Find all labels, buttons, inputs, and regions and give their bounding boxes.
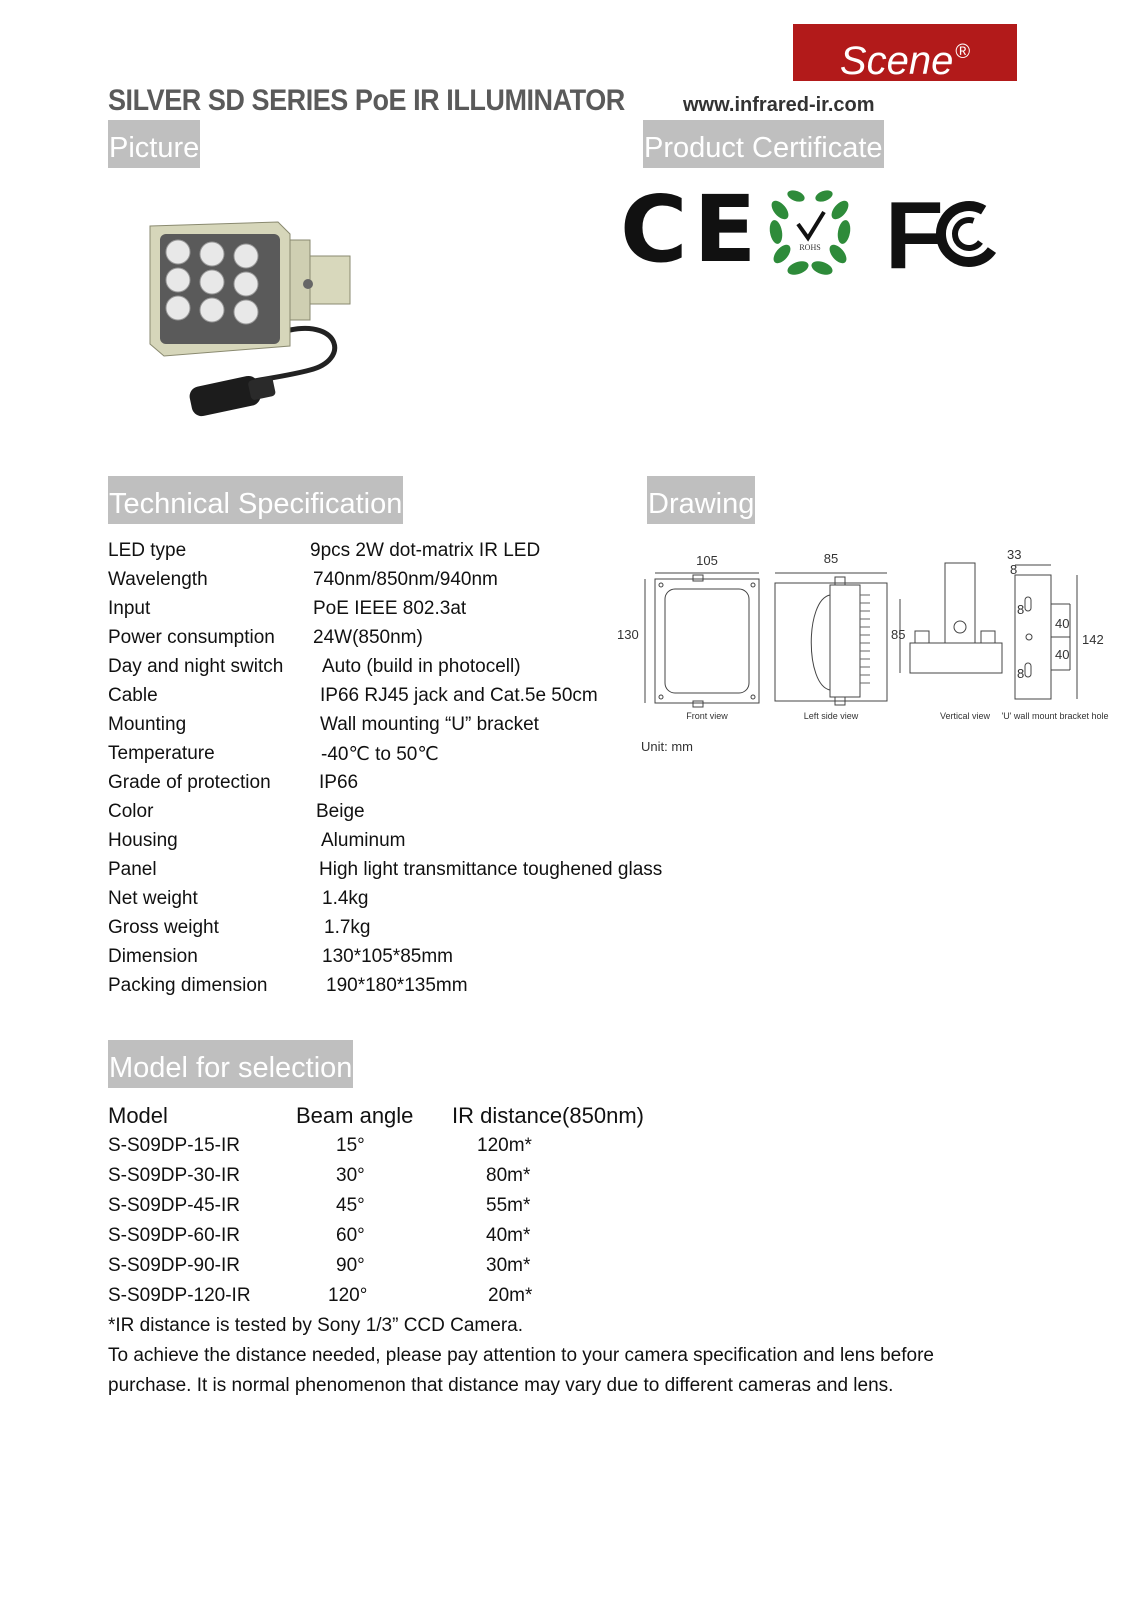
spec-label: Panel [108, 859, 157, 880]
spec-label: Color [108, 801, 154, 822]
dim-bracket-8b: 8 [1017, 666, 1025, 681]
footnote: *IR distance is tested by Sony 1/3” CCD Camera. [108, 1315, 524, 1336]
spec-value: 1.4kg [322, 888, 369, 909]
dim-front-width: 105 [696, 553, 718, 568]
spec-value: IP66 RJ45 jack and Cat.5e 50cm [320, 685, 598, 706]
fcc-f-letter: F [885, 182, 944, 289]
model-ir: 20m* [488, 1285, 533, 1306]
spec-label: Housing [108, 830, 178, 851]
model-ir: 120m* [477, 1135, 532, 1156]
spec-label: Dimension [108, 946, 198, 967]
dim-bracket-width: 33 [1007, 547, 1022, 562]
product-image [140, 220, 370, 420]
spec-label: Wavelength [108, 569, 208, 590]
spec-label: Gross weight [108, 917, 219, 938]
model-name: S-S09DP-15-IR [108, 1135, 240, 1156]
spec-label: Day and night switch [108, 656, 284, 677]
model-beam: 30° [336, 1165, 365, 1186]
spec-label: Temperature [108, 743, 215, 764]
ce-mark-icon [620, 176, 763, 283]
dim-side-height: 85 [891, 627, 906, 642]
section-product-certificate: Product Certificate [643, 120, 884, 168]
spec-label: LED type [108, 540, 187, 561]
dim-side-width: 85 [823, 551, 839, 566]
spec-value: PoE IEEE 802.3at [313, 598, 467, 619]
caption-bracket-hole: 'U' wall mount bracket hole [1001, 711, 1109, 721]
website-link[interactable]: www.infrared-ir.com [683, 94, 875, 116]
model-beam: 45° [336, 1195, 365, 1216]
dim-bracket-8a: 8 [1017, 602, 1025, 617]
model-beam: 60° [336, 1225, 365, 1246]
caption-vertical-view: Vertical view [939, 711, 991, 721]
dim-front-height: 130 [617, 627, 639, 642]
model-ir: 55m* [486, 1195, 531, 1216]
spec-value: 130*105*85mm [322, 946, 453, 967]
section-drawing: Drawing [647, 476, 755, 524]
caption-left-view: Left side view [803, 711, 859, 721]
spec-value: Beige [316, 801, 365, 822]
spec-value: IP66 [319, 772, 359, 793]
spec-value: 9pcs 2W dot-matrix IR LED [310, 540, 541, 561]
model-beam: 15° [336, 1135, 365, 1156]
model-name: S-S09DP-30-IR [108, 1165, 240, 1186]
spec-value: -40℃ to 50℃ [321, 744, 439, 765]
fcc-icon [885, 182, 1003, 289]
ce-mark-text: CE [620, 176, 763, 283]
dim-bracket-40a: 40 [1055, 616, 1070, 631]
model-header: Model [108, 1103, 168, 1128]
spec-label: Mounting [108, 714, 187, 735]
model-ir: 40m* [486, 1225, 531, 1246]
spec-value: 190*180*135mm [326, 975, 468, 996]
beam-angle-header: Beam angle [296, 1103, 414, 1128]
advice-line-1: To achieve the distance needed, please pay attention to your camera specification and lens before [108, 1345, 934, 1366]
ir-distance-header: IR distance(850nm) [452, 1103, 644, 1128]
model-beam: 120° [328, 1285, 368, 1306]
rohs-label: ROHS [799, 243, 821, 252]
model-name: S-S09DP-45-IR [108, 1195, 240, 1216]
model-name: S-S09DP-90-IR [108, 1255, 240, 1276]
spec-label: Input [108, 598, 151, 619]
spec-value: Wall mounting “U” bracket [320, 714, 539, 735]
section-model-selection: Model for selection [108, 1040, 353, 1088]
spec-value: 740nm/850nm/940nm [313, 569, 498, 590]
dim-bracket-top: 8 [1010, 562, 1018, 577]
spec-label: Grade of protection [108, 772, 271, 793]
unit-label: Unit: mm [641, 739, 693, 754]
model-beam: 90° [336, 1255, 365, 1276]
dim-bracket-height: 142 [1082, 632, 1104, 647]
brand-logo-text: Scene [839, 39, 954, 83]
spec-row [108, 540, 186, 562]
spec-value: High light transmittance toughened glass [319, 859, 663, 880]
spec-value: Aluminum [321, 830, 406, 851]
spec-label: Net weight [108, 888, 198, 909]
model-ir: 80m* [486, 1165, 531, 1186]
section-technical-specification: Technical Specification [108, 476, 403, 524]
spec-value: Auto (build in photocell) [322, 656, 521, 677]
section-picture: Picture [108, 120, 200, 168]
page-title: SILVER SD SERIES PoE IR ILLUMINATOR [108, 84, 625, 117]
model-name: S-S09DP-120-IR [108, 1285, 251, 1306]
dim-bracket-40b: 40 [1055, 647, 1070, 662]
rohs-icon [762, 188, 858, 276]
spec-label: Packing dimension [108, 975, 268, 996]
spec-value: 24W(850nm) [313, 627, 423, 648]
advice-line-2: purchase. It is normal phenomenon that distance may vary due to different cameras and lens. [108, 1375, 894, 1396]
model-ir: 30m* [486, 1255, 531, 1276]
registered-mark: ® [955, 41, 971, 63]
spec-label: Cable [108, 685, 158, 706]
dimension-drawing [615, 547, 1115, 765]
model-name: S-S09DP-60-IR [108, 1225, 240, 1246]
spec-value: 1.7kg [324, 917, 371, 938]
brand-logo [793, 24, 1017, 81]
spec-label: Power consumption [108, 627, 275, 648]
caption-front-view: Front view [686, 711, 728, 721]
